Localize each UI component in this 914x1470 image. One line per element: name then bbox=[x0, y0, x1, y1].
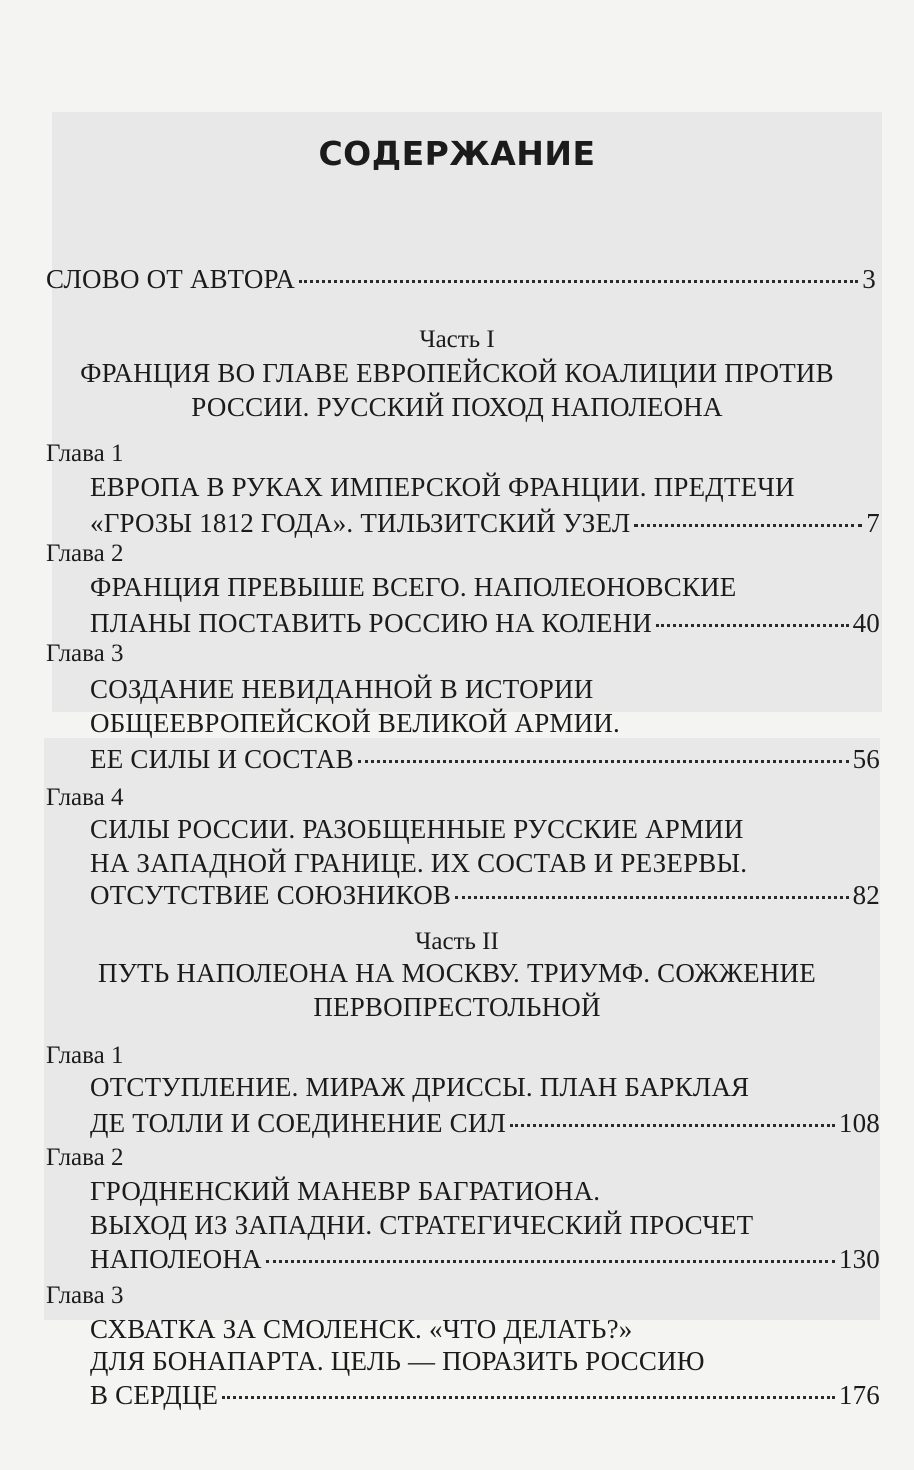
dot-leader bbox=[266, 1259, 835, 1263]
part-title-line: ФРАНЦИЯ ВО ГЛАВЕ ЕВРОПЕЙСКОЙ КОАЛИЦИИ ПРОТИВ bbox=[80, 358, 834, 388]
chapter-label: Глава 2 bbox=[46, 540, 124, 567]
part-label: Часть II bbox=[415, 928, 499, 955]
chapter-title-line[interactable]: СИЛЫ РОССИИ. РАЗОБЩЕННЫЕ РУССКИЕ АРМИИ bbox=[90, 814, 744, 844]
chapter-title-line[interactable]: ЕВРОПА В РУКАХ ИМПЕРСКОЙ ФРАНЦИИ. ПРЕДТЕЧИ bbox=[90, 472, 795, 502]
chapter-label: Глава 2 bbox=[46, 1144, 124, 1171]
chapter-title-line[interactable]: ОТСТУПЛЕНИЕ. МИРАЖ ДРИССЫ. ПЛАН БАРКЛАЯ bbox=[90, 1072, 750, 1102]
part-label: Часть I bbox=[419, 326, 495, 353]
chapter-title-line: НАПОЛЕОНА bbox=[90, 1244, 262, 1274]
chapter-title-line[interactable]: ОБЩЕЕВРОПЕЙСКОЙ ВЕЛИКОЙ АРМИИ. bbox=[90, 708, 620, 738]
entry-title: СЛОВО ОТ АВТОРА bbox=[46, 264, 295, 294]
chapter-title-line: В СЕРДЦЕ bbox=[90, 1380, 219, 1410]
chapter-label: Глава 4 bbox=[46, 784, 124, 811]
chapter-title-line[interactable]: ДЛЯ БОНАПАРТА. ЦЕЛЬ — ПОРАЗИТЬ РОССИЮ bbox=[90, 1346, 705, 1376]
chapter-title-line: ОТСУТСТВИЕ СОЮЗНИКОВ bbox=[90, 880, 452, 910]
dot-leader bbox=[358, 759, 849, 763]
chapter-label: Глава 1 bbox=[46, 440, 124, 467]
dot-leader bbox=[455, 895, 848, 899]
page-number: 82 bbox=[852, 880, 880, 910]
toc-entry-chapter[interactable] bbox=[90, 508, 880, 539]
page-number: 40 bbox=[852, 608, 880, 638]
dot-leader bbox=[299, 279, 858, 283]
toc-entry-chapter[interactable] bbox=[90, 1108, 880, 1139]
chapter-label: Глава 1 bbox=[46, 1042, 124, 1069]
toc-entry-foreword[interactable] bbox=[46, 264, 876, 295]
page-number: 130 bbox=[838, 1244, 880, 1274]
toc-entry-chapter[interactable] bbox=[90, 1380, 880, 1411]
chapter-title-line: ДЕ ТОЛЛИ И СОЕДИНЕНИЕ СИЛ bbox=[90, 1108, 507, 1138]
page-number: 7 bbox=[866, 508, 880, 538]
chapter-label: Глава 3 bbox=[46, 640, 124, 667]
toc-entry-chapter[interactable] bbox=[90, 608, 880, 639]
toc-entry-chapter[interactable] bbox=[90, 1244, 880, 1275]
dot-leader bbox=[656, 623, 849, 627]
page-number: 56 bbox=[852, 744, 880, 774]
chapter-title-line: ПЛАНЫ ПОСТАВИТЬ РОССИЮ НА КОЛЕНИ bbox=[90, 608, 652, 638]
chapter-title-line[interactable]: ФРАНЦИЯ ПРЕВЫШЕ ВСЕГО. НАПОЛЕОНОВСКИЕ bbox=[90, 572, 737, 602]
dot-leader bbox=[510, 1123, 835, 1127]
page-number: 3 bbox=[862, 264, 876, 294]
chapter-title-line: «ГРОЗЫ 1812 ГОДА». ТИЛЬЗИТСКИЙ УЗЕЛ bbox=[90, 508, 631, 538]
page-number: 176 bbox=[838, 1380, 880, 1410]
page-title: СОДЕРЖАНИЕ bbox=[318, 134, 596, 173]
part-title-line: ПУТЬ НАПОЛЕОНА НА МОСКВУ. ТРИУМФ. СОЖЖЕНИЕ bbox=[98, 958, 816, 988]
part-title-line: РОССИИ. РУССКИЙ ПОХОД НАПОЛЕОНА bbox=[191, 392, 723, 422]
dot-leader bbox=[222, 1395, 835, 1399]
chapter-title-line[interactable]: СОЗДАНИЕ НЕВИДАННОЙ В ИСТОРИИ bbox=[90, 674, 594, 704]
chapter-title-line[interactable]: НА ЗАПАДНОЙ ГРАНИЦЕ. ИХ СОСТАВ И РЕЗЕРВЫ. bbox=[90, 848, 748, 878]
chapter-title-line[interactable]: ГРОДНЕНСКИЙ МАНЕВР БАГРАТИОНА. bbox=[90, 1176, 601, 1206]
chapter-title-line: ЕЕ СИЛЫ И СОСТАВ bbox=[90, 744, 354, 774]
chapter-title-line[interactable]: ВЫХОД ИЗ ЗАПАДНИ. СТРАТЕГИЧЕСКИЙ ПРОСЧЕТ bbox=[90, 1210, 754, 1240]
chapter-title-line[interactable]: СХВАТКА ЗА СМОЛЕНСК. «ЧТО ДЕЛАТЬ?» bbox=[90, 1314, 633, 1344]
dot-leader bbox=[634, 523, 862, 527]
chapter-label: Глава 3 bbox=[46, 1282, 124, 1309]
page-number: 108 bbox=[838, 1108, 880, 1138]
part-title-line: ПЕРВОПРЕСТОЛЬНОЙ bbox=[313, 992, 601, 1022]
toc-entry-chapter[interactable] bbox=[90, 744, 880, 775]
toc-entry-chapter[interactable] bbox=[90, 880, 880, 911]
